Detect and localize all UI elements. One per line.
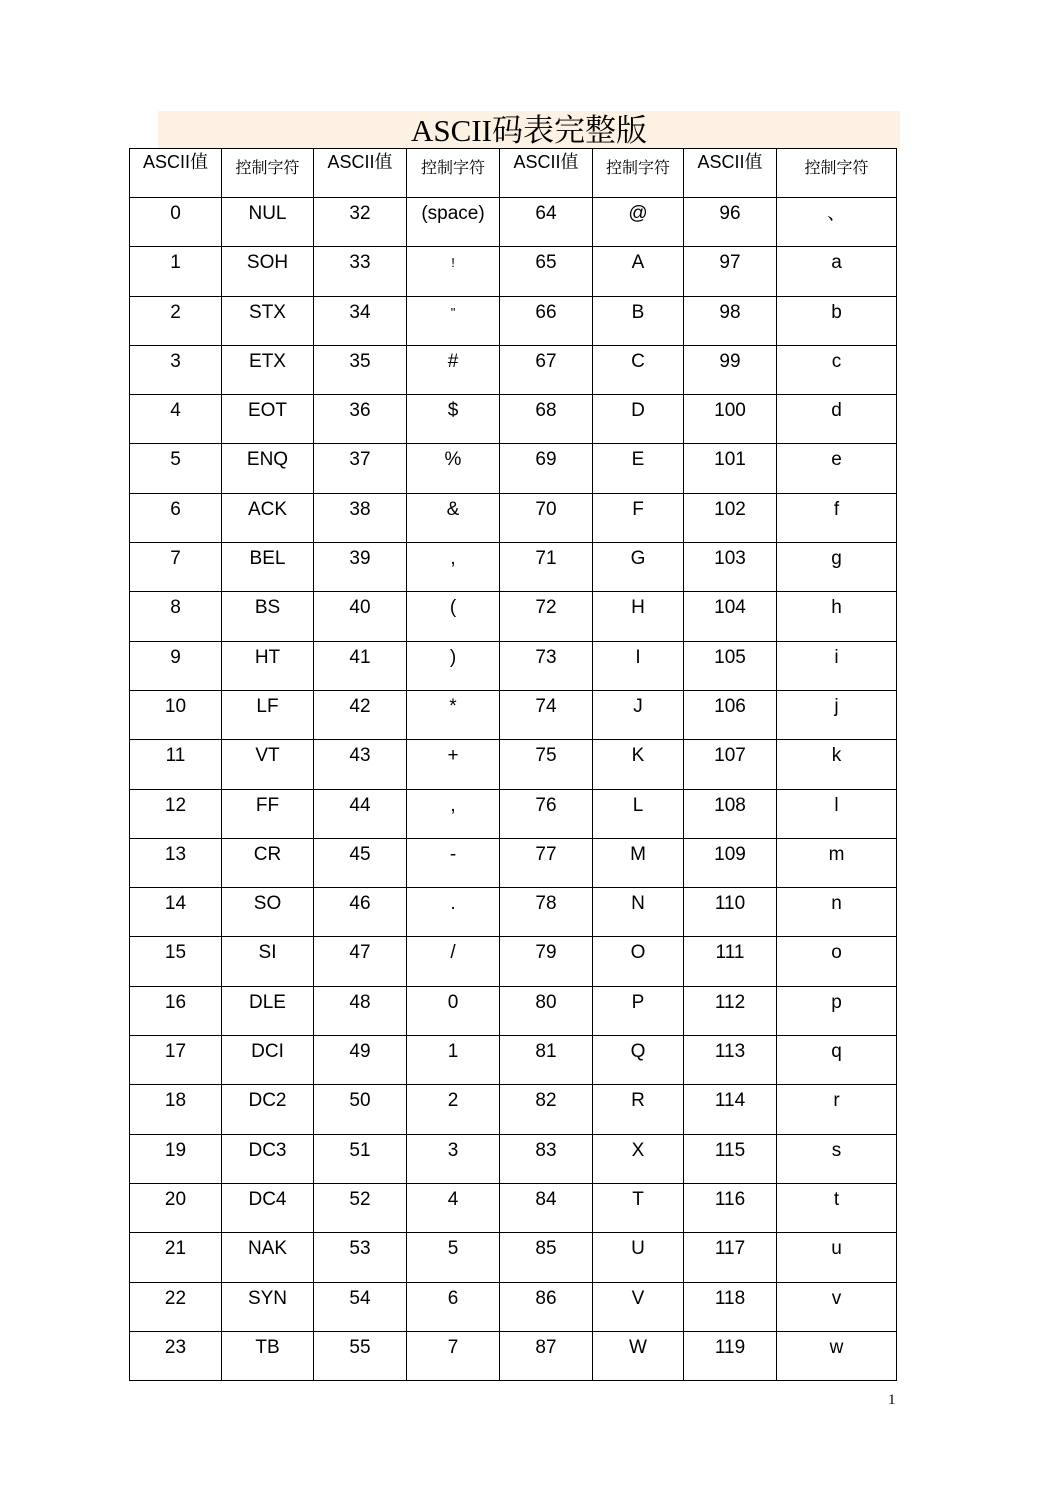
character-cell: , — [407, 789, 500, 838]
ascii-value-cell: 15 — [130, 937, 222, 986]
character-cell: DC2 — [222, 1085, 314, 1134]
character-cell: h — [777, 592, 897, 641]
character-cell: NUL — [222, 198, 314, 247]
character-cell: M — [593, 838, 684, 887]
table-row — [130, 247, 897, 296]
character-cell: @ — [593, 198, 684, 247]
character-cell: # — [407, 345, 500, 394]
ascii-value-cell: 69 — [500, 444, 593, 493]
table-row — [130, 1183, 897, 1232]
character-cell: " — [407, 296, 500, 345]
ascii-value-cell: 111 — [684, 937, 777, 986]
character-cell: R — [593, 1085, 684, 1134]
character-cell: r — [777, 1085, 897, 1134]
ascii-value-cell: 20 — [130, 1183, 222, 1232]
header-cell: ASCII值 — [314, 149, 407, 198]
character-cell: q — [777, 1036, 897, 1085]
ascii-value-cell: 107 — [684, 740, 777, 789]
character-cell: 1 — [407, 1036, 500, 1085]
character-cell: * — [407, 690, 500, 739]
ascii-value-cell: 64 — [500, 198, 593, 247]
character-cell: P — [593, 986, 684, 1035]
table-row — [130, 986, 897, 1035]
ascii-value-cell: 14 — [130, 888, 222, 937]
ascii-value-cell: 3 — [130, 345, 222, 394]
character-cell: ENQ — [222, 444, 314, 493]
table-row — [130, 543, 897, 592]
character-cell: V — [593, 1282, 684, 1331]
character-cell: K — [593, 740, 684, 789]
character-cell: % — [407, 444, 500, 493]
character-cell: 3 — [407, 1134, 500, 1183]
ascii-value-cell: 1 — [130, 247, 222, 296]
character-cell: E — [593, 444, 684, 493]
ascii-value-cell: 47 — [314, 937, 407, 986]
ascii-value-cell: 97 — [684, 247, 777, 296]
ascii-value-cell: 19 — [130, 1134, 222, 1183]
ascii-value-cell: 13 — [130, 838, 222, 887]
table-row — [130, 1233, 897, 1282]
ascii-value-cell: 33 — [314, 247, 407, 296]
character-cell: / — [407, 937, 500, 986]
ascii-value-cell: 84 — [500, 1183, 593, 1232]
table-row — [130, 690, 897, 739]
ascii-value-cell: 86 — [500, 1282, 593, 1331]
ascii-value-cell: 17 — [130, 1036, 222, 1085]
ascii-value-cell: 55 — [314, 1331, 407, 1380]
ascii-value-cell: 44 — [314, 789, 407, 838]
character-cell: , — [407, 543, 500, 592]
ascii-value-cell: 18 — [130, 1085, 222, 1134]
ascii-value-cell: 36 — [314, 395, 407, 444]
character-cell: a — [777, 247, 897, 296]
ascii-value-cell: 48 — [314, 986, 407, 1035]
character-cell: ACK — [222, 493, 314, 542]
ascii-value-cell: 77 — [500, 838, 593, 887]
ascii-value-cell: 117 — [684, 1233, 777, 1282]
ascii-value-cell: 85 — [500, 1233, 593, 1282]
character-cell: I — [593, 641, 684, 690]
ascii-value-cell: 7 — [130, 543, 222, 592]
character-cell: LF — [222, 690, 314, 739]
ascii-value-cell: 53 — [314, 1233, 407, 1282]
character-cell: VT — [222, 740, 314, 789]
ascii-value-cell: 8 — [130, 592, 222, 641]
character-cell: 6 — [407, 1282, 500, 1331]
ascii-value-cell: 76 — [500, 789, 593, 838]
ascii-value-cell: 75 — [500, 740, 593, 789]
character-cell: T — [593, 1183, 684, 1232]
character-cell: DCI — [222, 1036, 314, 1085]
table-row — [130, 838, 897, 887]
character-cell: FF — [222, 789, 314, 838]
ascii-value-cell: 65 — [500, 247, 593, 296]
ascii-value-cell: 115 — [684, 1134, 777, 1183]
character-cell: 、 — [777, 198, 897, 247]
character-cell: o — [777, 937, 897, 986]
ascii-value-cell: 103 — [684, 543, 777, 592]
table-row — [130, 1134, 897, 1183]
page-title: ASCII码表完整版 — [411, 113, 647, 148]
character-cell: ( — [407, 592, 500, 641]
ascii-value-cell: 43 — [314, 740, 407, 789]
character-cell: e — [777, 444, 897, 493]
character-cell: + — [407, 740, 500, 789]
ascii-value-cell: 116 — [684, 1183, 777, 1232]
ascii-value-cell: 102 — [684, 493, 777, 542]
character-cell: CR — [222, 838, 314, 887]
ascii-value-cell: 12 — [130, 789, 222, 838]
ascii-value-cell: 113 — [684, 1036, 777, 1085]
ascii-value-cell: 38 — [314, 493, 407, 542]
ascii-value-cell: 2 — [130, 296, 222, 345]
character-cell: f — [777, 493, 897, 542]
ascii-value-cell: 99 — [684, 345, 777, 394]
ascii-value-cell: 49 — [314, 1036, 407, 1085]
ascii-value-cell: 23 — [130, 1331, 222, 1380]
ascii-value-cell: 67 — [500, 345, 593, 394]
table-row — [130, 1282, 897, 1331]
character-cell: L — [593, 789, 684, 838]
table-row — [130, 888, 897, 937]
ascii-value-cell: 82 — [500, 1085, 593, 1134]
character-cell: B — [593, 296, 684, 345]
character-cell: DLE — [222, 986, 314, 1035]
character-cell: DC3 — [222, 1134, 314, 1183]
character-cell: j — [777, 690, 897, 739]
character-cell: SI — [222, 937, 314, 986]
table-row — [130, 641, 897, 690]
table-header-row — [130, 149, 897, 198]
character-cell: Q — [593, 1036, 684, 1085]
character-cell: C — [593, 345, 684, 394]
character-cell: s — [777, 1134, 897, 1183]
character-cell: b — [777, 296, 897, 345]
header-cell: 控制字符 — [593, 149, 684, 198]
ascii-value-cell: 96 — [684, 198, 777, 247]
header-cell: 控制字符 — [777, 149, 897, 198]
character-cell: ETX — [222, 345, 314, 394]
character-cell: & — [407, 493, 500, 542]
ascii-value-cell: 46 — [314, 888, 407, 937]
character-cell: t — [777, 1183, 897, 1232]
ascii-value-cell: 45 — [314, 838, 407, 887]
ascii-value-cell: 110 — [684, 888, 777, 937]
character-cell: 2 — [407, 1085, 500, 1134]
ascii-value-cell: 105 — [684, 641, 777, 690]
character-cell: - — [407, 838, 500, 887]
character-cell: H — [593, 592, 684, 641]
table-row — [130, 592, 897, 641]
character-cell: 0 — [407, 986, 500, 1035]
character-cell: SOH — [222, 247, 314, 296]
ascii-value-cell: 68 — [500, 395, 593, 444]
ascii-value-cell: 4 — [130, 395, 222, 444]
character-cell: F — [593, 493, 684, 542]
ascii-value-cell: 32 — [314, 198, 407, 247]
character-cell: W — [593, 1331, 684, 1380]
ascii-value-cell: 0 — [130, 198, 222, 247]
ascii-value-cell: 74 — [500, 690, 593, 739]
ascii-value-cell: 22 — [130, 1282, 222, 1331]
character-cell: n — [777, 888, 897, 937]
character-cell: 4 — [407, 1183, 500, 1232]
ascii-value-cell: 16 — [130, 986, 222, 1035]
character-cell: G — [593, 543, 684, 592]
header-cell: 控制字符 — [407, 149, 500, 198]
table-row — [130, 345, 897, 394]
header-cell: ASCII值 — [130, 149, 222, 198]
ascii-value-cell: 72 — [500, 592, 593, 641]
character-cell: SO — [222, 888, 314, 937]
ascii-value-cell: 9 — [130, 641, 222, 690]
character-cell: TB — [222, 1331, 314, 1380]
ascii-value-cell: 52 — [314, 1183, 407, 1232]
character-cell: STX — [222, 296, 314, 345]
ascii-value-cell: 79 — [500, 937, 593, 986]
ascii-value-cell: 83 — [500, 1134, 593, 1183]
ascii-value-cell: 50 — [314, 1085, 407, 1134]
ascii-value-cell: 112 — [684, 986, 777, 1035]
character-cell: 5 — [407, 1233, 500, 1282]
character-cell: D — [593, 395, 684, 444]
ascii-value-cell: 37 — [314, 444, 407, 493]
table-row — [130, 444, 897, 493]
character-cell: U — [593, 1233, 684, 1282]
character-cell: . — [407, 888, 500, 937]
header-cell: 控制字符 — [222, 149, 314, 198]
character-cell: u — [777, 1233, 897, 1282]
character-cell: DC4 — [222, 1183, 314, 1232]
character-cell: $ — [407, 395, 500, 444]
ascii-value-cell: 118 — [684, 1282, 777, 1331]
character-cell: A — [593, 247, 684, 296]
header-cell: ASCII值 — [500, 149, 593, 198]
character-cell: m — [777, 838, 897, 887]
ascii-value-cell: 114 — [684, 1085, 777, 1134]
character-cell: O — [593, 937, 684, 986]
table-row — [130, 296, 897, 345]
ascii-value-cell: 21 — [130, 1233, 222, 1282]
character-cell: p — [777, 986, 897, 1035]
ascii-value-cell: 10 — [130, 690, 222, 739]
character-cell: N — [593, 888, 684, 937]
character-cell: NAK — [222, 1233, 314, 1282]
ascii-value-cell: 100 — [684, 395, 777, 444]
character-cell: k — [777, 740, 897, 789]
ascii-value-cell: 41 — [314, 641, 407, 690]
ascii-value-cell: 101 — [684, 444, 777, 493]
header-cell: ASCII值 — [684, 149, 777, 198]
table-row — [130, 740, 897, 789]
ascii-value-cell: 98 — [684, 296, 777, 345]
character-cell: J — [593, 690, 684, 739]
ascii-value-cell: 35 — [314, 345, 407, 394]
character-cell: BEL — [222, 543, 314, 592]
ascii-value-cell: 70 — [500, 493, 593, 542]
character-cell: ! — [407, 247, 500, 296]
table-row — [130, 198, 897, 247]
character-cell: (space) — [407, 198, 500, 247]
table-row — [130, 395, 897, 444]
ascii-value-cell: 106 — [684, 690, 777, 739]
ascii-value-cell: 104 — [684, 592, 777, 641]
ascii-value-cell: 39 — [314, 543, 407, 592]
table-row — [130, 1036, 897, 1085]
character-cell: SYN — [222, 1282, 314, 1331]
character-cell: g — [777, 543, 897, 592]
character-cell: d — [777, 395, 897, 444]
table-row — [130, 937, 897, 986]
character-cell: 7 — [407, 1331, 500, 1380]
page-number: 1 — [888, 1392, 896, 1408]
table-row — [130, 789, 897, 838]
ascii-value-cell: 66 — [500, 296, 593, 345]
ascii-value-cell: 78 — [500, 888, 593, 937]
ascii-value-cell: 11 — [130, 740, 222, 789]
character-cell: ) — [407, 641, 500, 690]
ascii-value-cell: 87 — [500, 1331, 593, 1380]
character-cell: l — [777, 789, 897, 838]
character-cell: X — [593, 1134, 684, 1183]
ascii-value-cell: 51 — [314, 1134, 407, 1183]
ascii-value-cell: 71 — [500, 543, 593, 592]
character-cell: BS — [222, 592, 314, 641]
character-cell: EOT — [222, 395, 314, 444]
ascii-value-cell: 81 — [500, 1036, 593, 1085]
ascii-value-cell: 73 — [500, 641, 593, 690]
character-cell: v — [777, 1282, 897, 1331]
ascii-value-cell: 6 — [130, 493, 222, 542]
ascii-table — [129, 148, 897, 1381]
ascii-value-cell: 40 — [314, 592, 407, 641]
table-row — [130, 1331, 897, 1380]
ascii-value-cell: 34 — [314, 296, 407, 345]
character-cell: HT — [222, 641, 314, 690]
table-row — [130, 1085, 897, 1134]
ascii-value-cell: 109 — [684, 838, 777, 887]
table-row — [130, 493, 897, 542]
ascii-value-cell: 108 — [684, 789, 777, 838]
ascii-value-cell: 119 — [684, 1331, 777, 1380]
ascii-value-cell: 5 — [130, 444, 222, 493]
character-cell: c — [777, 345, 897, 394]
ascii-value-cell: 42 — [314, 690, 407, 739]
character-cell: i — [777, 641, 897, 690]
ascii-value-cell: 80 — [500, 986, 593, 1035]
ascii-value-cell: 54 — [314, 1282, 407, 1331]
character-cell: w — [777, 1331, 897, 1380]
